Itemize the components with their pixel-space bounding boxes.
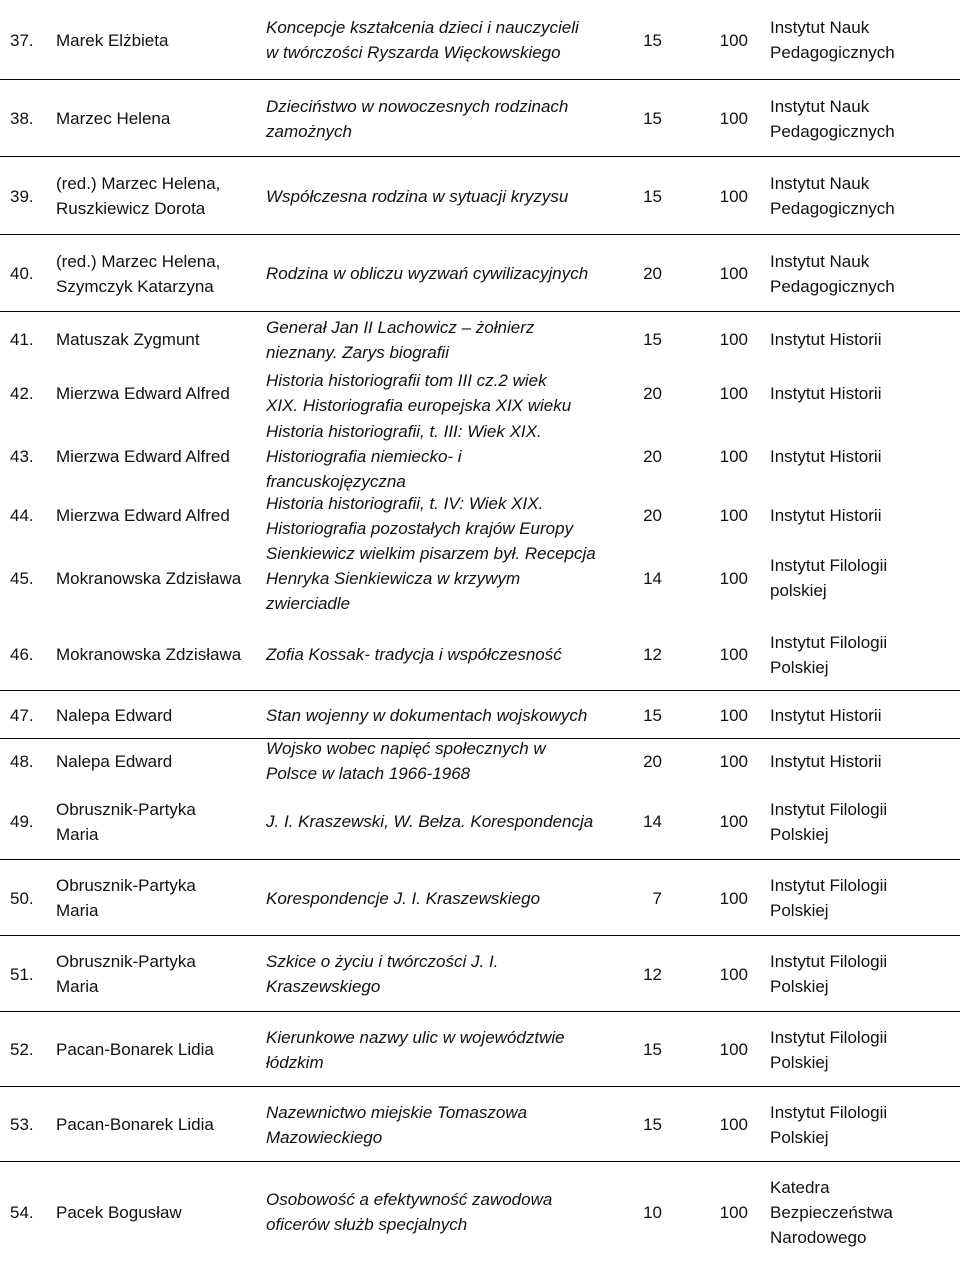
title-cell-line: Sienkiewicz wielkim pisarzem był. Recepcja bbox=[266, 543, 596, 563]
title-cell-line: łódzkim bbox=[266, 1052, 324, 1072]
institute-cell-line: Instytut Filologii bbox=[770, 632, 888, 652]
row-number: 45. bbox=[10, 568, 34, 588]
title-cell-line: Współczesna rodzina w sytuacji kryzysu bbox=[266, 186, 569, 206]
institute-cell-line: Polskiej bbox=[770, 977, 829, 996]
title-cell-line: Henryka Sienkiewicza w krzywym bbox=[266, 568, 521, 588]
institute-cell bbox=[770, 235, 956, 312]
title-cell-line: Historiografia pozostałych krajów Europy bbox=[266, 518, 574, 538]
copies-count: 15 bbox=[643, 109, 662, 128]
author-cell-line: Nalepa Edward bbox=[56, 751, 173, 771]
title-cell bbox=[266, 0, 611, 80]
table-row bbox=[0, 80, 960, 157]
row-number: 49. bbox=[10, 812, 34, 831]
institute-cell bbox=[770, 538, 956, 618]
title-cell-line: Szkice o życiu i twórczości J. I. bbox=[266, 952, 499, 971]
title-cell-line: Nazewnictwo miejskie Tomaszowa bbox=[266, 1102, 528, 1122]
author-cell-line: Mierzwa Edward Alfred bbox=[56, 446, 230, 466]
price-value: 100 bbox=[719, 645, 748, 664]
institute-cell-line: Instytut Historii bbox=[770, 446, 882, 466]
title-cell bbox=[266, 1012, 611, 1087]
institute-cell-line: Katedra bbox=[770, 1177, 830, 1197]
title-cell-line: nieznany. Zarys biografii bbox=[266, 342, 449, 362]
price-value: 100 bbox=[719, 186, 748, 206]
institute-cell-line: Instytut Historii bbox=[770, 705, 882, 725]
author-cell-line: Obrusznik-Partyka bbox=[56, 952, 196, 971]
price-value: 100 bbox=[719, 812, 748, 831]
author-cell-line: Matuszak Zygmunt bbox=[56, 330, 200, 349]
price-value: 100 bbox=[719, 330, 748, 349]
row-number: 42. bbox=[10, 383, 34, 403]
institute-cell bbox=[770, 739, 956, 783]
title-cell bbox=[266, 1160, 611, 1264]
author-cell-line: (red.) Marzec Helena, bbox=[56, 251, 221, 271]
row-number: 54. bbox=[10, 1202, 34, 1222]
title-cell bbox=[266, 157, 611, 235]
institute-cell bbox=[770, 80, 956, 157]
author-cell bbox=[56, 1087, 261, 1162]
table-row bbox=[0, 860, 960, 936]
title-cell-line: Kraszewskiego bbox=[266, 977, 381, 996]
title-cell bbox=[266, 936, 611, 1012]
institute-cell bbox=[770, 367, 956, 419]
institute-cell-line: Instytut Nauk bbox=[770, 18, 870, 37]
copies-count: 15 bbox=[643, 330, 662, 349]
table-row bbox=[0, 783, 960, 860]
institute-cell-line: Polskiej bbox=[770, 901, 829, 920]
table-row bbox=[0, 739, 960, 783]
institute-cell bbox=[770, 1087, 956, 1162]
institute-cell-line: Instytut Nauk bbox=[770, 251, 870, 271]
title-cell-line: francuskojęzyczna bbox=[266, 471, 406, 491]
author-cell bbox=[56, 367, 261, 419]
author-cell bbox=[56, 618, 261, 691]
table-row bbox=[0, 157, 960, 235]
author-cell-line: Szymczyk Katarzyna bbox=[56, 276, 214, 296]
institute-cell-line: Instytut Filologii bbox=[770, 556, 888, 575]
title-cell-line: Dzieciństwo w nowoczesnych rodzinach bbox=[266, 96, 569, 116]
price-value: 100 bbox=[719, 705, 748, 725]
price-value: 100 bbox=[719, 568, 748, 588]
price-value: 100 bbox=[719, 30, 748, 50]
author-cell bbox=[56, 419, 261, 493]
author-cell-line: Obrusznik-Partyka bbox=[56, 876, 196, 895]
table-row bbox=[0, 235, 960, 312]
table-row bbox=[0, 1160, 960, 1264]
table-row bbox=[0, 493, 960, 538]
row-number: 53. bbox=[10, 1115, 34, 1134]
row-number: 47. bbox=[10, 705, 34, 725]
institute-cell bbox=[770, 936, 956, 1012]
author-cell-line: Pacan-Bonarek Lidia bbox=[56, 1115, 214, 1134]
copies-count: 15 bbox=[643, 1040, 662, 1059]
author-cell bbox=[56, 235, 261, 312]
title-cell bbox=[266, 860, 611, 936]
row-number: 43. bbox=[10, 446, 34, 466]
row-number: 48. bbox=[10, 751, 34, 771]
institute-cell-line: Polskiej bbox=[770, 824, 829, 844]
copies-count: 15 bbox=[643, 1115, 662, 1134]
institute-cell-line: Instytut Historii bbox=[770, 751, 882, 771]
title-cell bbox=[266, 1087, 611, 1162]
institute-cell-line: Bezpieczeństwa bbox=[770, 1202, 893, 1222]
institute-cell-line: Polskiej bbox=[770, 1127, 829, 1147]
title-cell-line: XIX. Historiografia europejska XIX wieku bbox=[266, 396, 572, 415]
title-cell bbox=[266, 312, 611, 367]
title-cell-line: Historia historiografii tom III cz.2 wiek bbox=[266, 371, 547, 390]
row-number: 41. bbox=[10, 330, 34, 349]
copies-count: 7 bbox=[652, 888, 662, 908]
title-cell bbox=[266, 419, 611, 493]
row-number: 38. bbox=[10, 109, 34, 128]
institute-cell bbox=[770, 1012, 956, 1087]
table-row bbox=[0, 618, 960, 691]
copies-count: 20 bbox=[643, 264, 662, 283]
title-cell-line: Historia historiografii, t. III: Wiek XIX. bbox=[266, 421, 542, 441]
institute-cell-line: Instytut Filologii bbox=[770, 1027, 888, 1047]
title-cell-line: Wojsko wobec napięć społecznych w bbox=[266, 739, 546, 758]
institute-cell bbox=[770, 618, 956, 691]
title-cell-line: J. I. Kraszewski, W. Bełza. Korespondencja bbox=[266, 812, 594, 831]
author-cell-line: Mokranowska Zdzisława bbox=[56, 645, 242, 664]
institute-cell-line: Instytut Filologii bbox=[770, 876, 888, 895]
title-cell-line: Polsce w latach 1966-1968 bbox=[266, 764, 471, 783]
author-cell bbox=[56, 860, 261, 936]
institute-cell-line: Narodowego bbox=[770, 1227, 867, 1247]
author-cell bbox=[56, 691, 261, 739]
author-cell bbox=[56, 739, 261, 783]
author-cell-line: Pacek Bogusław bbox=[56, 1202, 182, 1222]
table-row bbox=[0, 691, 960, 739]
copies-count: 15 bbox=[643, 186, 662, 206]
title-cell-line: Kierunkowe nazwy ulic w województwie bbox=[266, 1027, 565, 1047]
institute-cell-line: Polskiej bbox=[770, 657, 829, 677]
title-cell bbox=[266, 235, 611, 312]
institute-cell-line: Pedagogicznych bbox=[770, 199, 895, 218]
institute-cell bbox=[770, 419, 956, 493]
price-value: 100 bbox=[719, 1115, 748, 1134]
author-cell bbox=[56, 1160, 261, 1264]
author-cell bbox=[56, 312, 261, 367]
author-cell-line: Ruszkiewicz Dorota bbox=[56, 199, 206, 218]
table-row bbox=[0, 419, 960, 493]
institute-cell-line: Instytut Filologii bbox=[770, 952, 888, 971]
copies-count: 20 bbox=[643, 446, 662, 466]
title-cell-line: Mazowieckiego bbox=[266, 1127, 383, 1147]
title-cell-line: Korespondencje J. I. Kraszewskiego bbox=[266, 888, 541, 908]
copies-count: 10 bbox=[643, 1202, 662, 1222]
author-cell-line: Marek Elżbieta bbox=[56, 30, 169, 50]
price-value: 100 bbox=[719, 888, 748, 908]
copies-count: 15 bbox=[643, 30, 662, 50]
title-cell bbox=[266, 367, 611, 419]
institute-cell-line: Instytut Nauk bbox=[770, 96, 870, 116]
title-cell-line: Koncepcje kształcenia dzieci i nauczycieli bbox=[266, 18, 579, 37]
row-number: 46. bbox=[10, 645, 34, 664]
author-cell bbox=[56, 493, 261, 538]
copies-count: 12 bbox=[643, 645, 662, 664]
table-row bbox=[0, 1012, 960, 1087]
title-cell-line: Generał Jan II Lachowicz – żołnierz bbox=[266, 317, 535, 337]
table-row bbox=[0, 367, 960, 419]
author-cell-line: Maria bbox=[56, 901, 99, 920]
author-cell-line: Maria bbox=[56, 977, 99, 996]
institute-cell-line: Pedagogicznych bbox=[770, 276, 895, 296]
copies-count: 14 bbox=[643, 568, 662, 588]
price-value: 100 bbox=[719, 383, 748, 403]
price-value: 100 bbox=[719, 751, 748, 771]
title-cell-line: Zofia Kossak- tradycja i współczesność bbox=[266, 645, 562, 664]
author-cell-line: Maria bbox=[56, 824, 99, 844]
institute-cell-line: Polskiej bbox=[770, 1052, 829, 1072]
author-cell-line: Pacan-Bonarek Lidia bbox=[56, 1040, 214, 1059]
author-cell bbox=[56, 1012, 261, 1087]
title-cell bbox=[266, 80, 611, 157]
title-cell-line: Historiografia niemiecko- i bbox=[266, 446, 462, 466]
author-cell bbox=[56, 538, 261, 618]
copies-count: 20 bbox=[643, 383, 662, 403]
copies-count: 12 bbox=[643, 964, 662, 984]
row-number: 39. bbox=[10, 186, 34, 206]
price-value: 100 bbox=[719, 964, 748, 984]
author-cell-line: (red.) Marzec Helena, bbox=[56, 174, 221, 193]
institute-cell-line: Instytut Historii bbox=[770, 383, 882, 403]
title-cell-line: Rodzina w obliczu wyzwań cywilizacyjnych bbox=[266, 264, 589, 283]
price-value: 100 bbox=[719, 1040, 748, 1059]
institute-cell-line: Pedagogicznych bbox=[770, 121, 895, 141]
institute-cell bbox=[770, 0, 956, 80]
title-cell-line: oficerów służb specjalnych bbox=[266, 1215, 468, 1234]
title-cell bbox=[266, 618, 611, 691]
institute-cell-line: Instytut Historii bbox=[770, 506, 882, 525]
institute-cell bbox=[770, 691, 956, 739]
institute-cell bbox=[770, 157, 956, 235]
price-value: 100 bbox=[719, 109, 748, 128]
table-row bbox=[0, 538, 960, 618]
row-number: 40. bbox=[10, 264, 34, 283]
table-row bbox=[0, 312, 960, 367]
title-cell bbox=[266, 783, 611, 860]
title-cell bbox=[266, 691, 611, 739]
copies-count: 20 bbox=[643, 506, 662, 525]
institute-cell-line: polskiej bbox=[770, 581, 827, 600]
institute-cell-line: Instytut Filologii bbox=[770, 1102, 888, 1122]
title-cell-line: zamożnych bbox=[266, 121, 352, 141]
author-cell bbox=[56, 157, 261, 235]
institute-cell bbox=[770, 312, 956, 367]
title-cell-line: w twórczości Ryszarda Więckowskiego bbox=[266, 43, 561, 62]
author-cell bbox=[56, 80, 261, 157]
institute-cell bbox=[770, 493, 956, 538]
author-cell-line: Mierzwa Edward Alfred bbox=[56, 383, 230, 403]
copies-count: 15 bbox=[643, 705, 662, 725]
price-value: 100 bbox=[719, 264, 748, 283]
price-value: 100 bbox=[719, 446, 748, 466]
institute-cell bbox=[770, 1160, 956, 1264]
title-cell-line: Osobowość a efektywność zawodowa bbox=[266, 1190, 553, 1209]
author-cell-line: Mokranowska Zdzisława bbox=[56, 568, 242, 588]
row-number: 52. bbox=[10, 1040, 34, 1059]
table-row bbox=[0, 1087, 960, 1162]
table-row bbox=[0, 936, 960, 1012]
row-number: 50. bbox=[10, 888, 34, 908]
row-number: 37. bbox=[10, 30, 34, 50]
title-cell bbox=[266, 739, 611, 783]
institute-cell-line: Instytut Historii bbox=[770, 330, 882, 349]
institute-cell bbox=[770, 860, 956, 936]
title-cell bbox=[266, 493, 611, 538]
row-number: 51. bbox=[10, 964, 34, 984]
title-cell-line: zwierciadle bbox=[266, 593, 351, 613]
copies-count: 14 bbox=[643, 812, 662, 831]
institute-cell-line: Instytut Filologii bbox=[770, 799, 888, 819]
price-value: 100 bbox=[719, 1202, 748, 1222]
title-cell-line: Stan wojenny w dokumentach wojskowych bbox=[266, 705, 588, 725]
author-cell bbox=[56, 0, 261, 80]
institute-cell-line: Pedagogicznych bbox=[770, 43, 895, 62]
author-cell-line: Marzec Helena bbox=[56, 109, 171, 128]
institute-cell-line: Instytut Nauk bbox=[770, 174, 870, 193]
title-cell-line: Historia historiografii, t. IV: Wiek XIX. bbox=[266, 493, 544, 513]
institute-cell bbox=[770, 783, 956, 860]
author-cell-line: Obrusznik-Partyka bbox=[56, 799, 196, 819]
author-cell-line: Nalepa Edward bbox=[56, 705, 173, 725]
copies-count: 20 bbox=[643, 751, 662, 771]
row-number: 44. bbox=[10, 506, 34, 525]
table-row bbox=[0, 0, 960, 80]
author-cell-line: Mierzwa Edward Alfred bbox=[56, 506, 230, 525]
price-value: 100 bbox=[719, 506, 748, 525]
author-cell bbox=[56, 936, 261, 1012]
title-cell bbox=[266, 538, 611, 618]
author-cell bbox=[56, 783, 261, 860]
